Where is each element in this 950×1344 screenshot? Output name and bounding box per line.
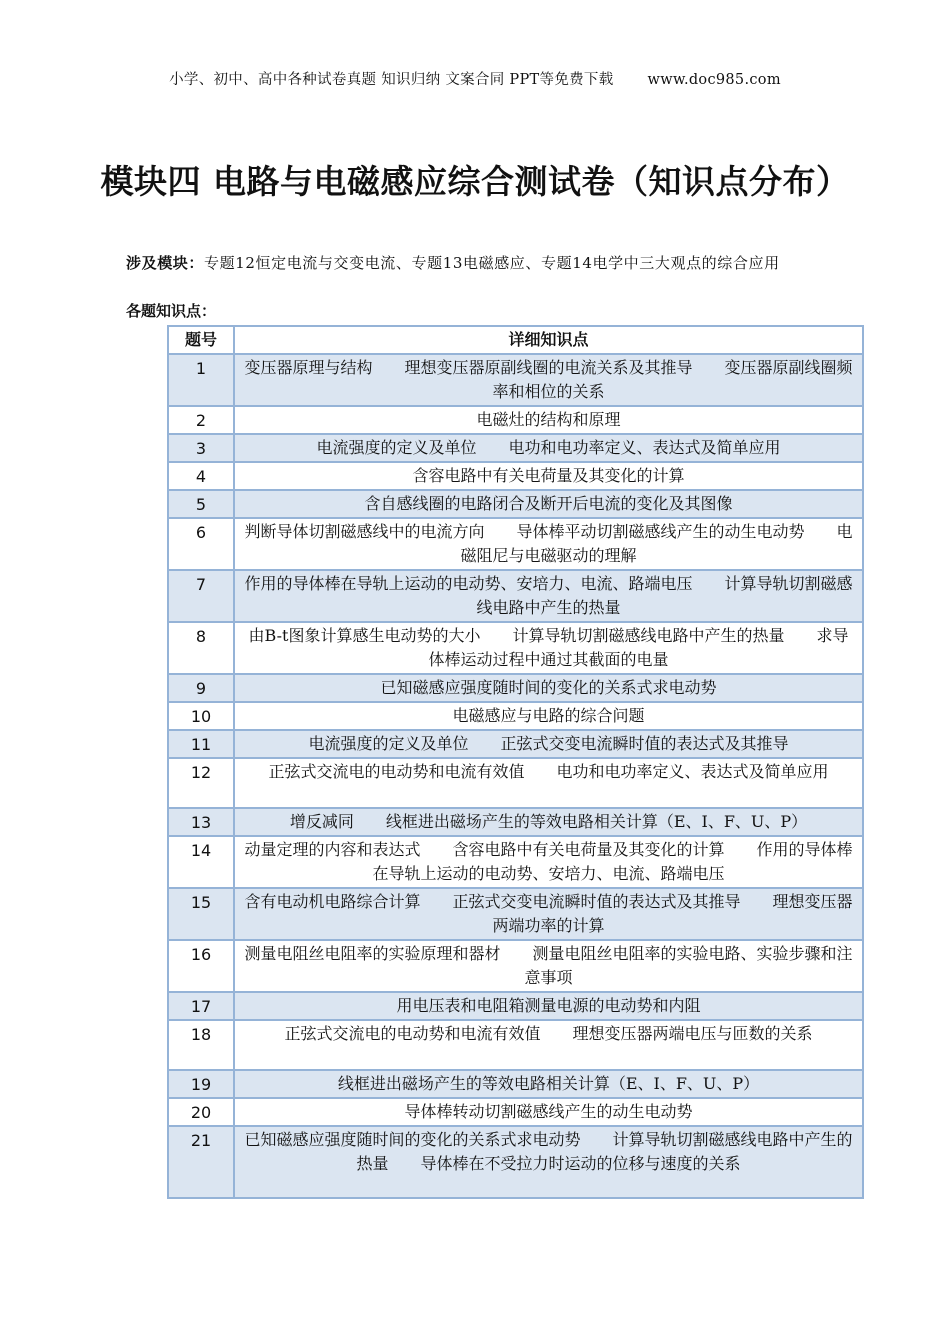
- knowledge-points: 电磁灶的结构和原理: [234, 406, 863, 434]
- knowledge-points: 判断导体切割磁感线中的电流方向 导体棒平动切割磁感线产生的动生电动势 电磁阻尼与电磁驱动的理解: [234, 518, 863, 570]
- question-number: 17: [168, 992, 234, 1020]
- knowledge-points: 导体棒转动切割磁感线产生的动生电动势: [234, 1098, 863, 1126]
- table-body: [168, 354, 863, 1198]
- question-number: 10: [168, 702, 234, 730]
- table-row: [168, 888, 863, 940]
- question-number: 5: [168, 490, 234, 518]
- table-row: [168, 702, 863, 730]
- knowledge-points: 已知磁感应强度随时间的变化的关系式求电动势 计算导轨切割磁感线电路中产生的热量 导体棒在不受拉力时运动的位移与速度的关系: [234, 1126, 863, 1198]
- knowledge-points: 由B-t图象计算感生电动势的大小 计算导轨切割磁感线电路中产生的热量 求导体棒运动过程中通过其截面的电量: [234, 622, 863, 674]
- table-row: [168, 674, 863, 702]
- question-number: 21: [168, 1126, 234, 1198]
- knowledge-points: 测量电阻丝电阻率的实验原理和器材 测量电阻丝电阻率的实验电路、实验步骤和注意事项: [234, 940, 863, 992]
- table-row: [168, 570, 863, 622]
- knowledge-points: 用电压表和电阻箱测量电源的电动势和内阻: [234, 992, 863, 1020]
- question-number: 20: [168, 1098, 234, 1126]
- table-row: [168, 490, 863, 518]
- knowledge-points: 作用的导体棒在导轨上运动的电动势、安培力、电流、路端电压 计算导轨切割磁感线电路中产生的热量: [234, 570, 863, 622]
- table-row: [168, 992, 863, 1020]
- table-row: [168, 808, 863, 836]
- question-number: 13: [168, 808, 234, 836]
- knowledge-points: 电流强度的定义及单位 电功和电功率定义、表达式及简单应用: [234, 434, 863, 462]
- table-row: [168, 1020, 863, 1070]
- knowledge-points: 电磁感应与电路的综合问题: [234, 702, 863, 730]
- page-title: 模块四 电路与电磁感应综合测试卷（知识点分布）: [100, 162, 850, 201]
- header-knowledge-points: 详细知识点: [234, 326, 863, 354]
- question-number: 7: [168, 570, 234, 622]
- header-url[interactable]: www.doc985.com: [647, 72, 781, 88]
- knowledge-table: [167, 325, 864, 1199]
- table-row: [168, 1070, 863, 1098]
- question-number: 6: [168, 518, 234, 570]
- knowledge-points: 变压器原理与结构 理想变压器原副线圈的电流关系及其推导 变压器原副线圈频率和相位的关系: [234, 354, 863, 406]
- knowledge-points: 已知磁感应强度随时间的变化的关系式求电动势: [234, 674, 863, 702]
- knowledge-points: 正弦式交流电的电动势和电流有效值 电功和电功率定义、表达式及简单应用: [234, 758, 863, 808]
- question-number: 19: [168, 1070, 234, 1098]
- knowledge-points: 含容电路中有关电荷量及其变化的计算: [234, 462, 863, 490]
- table-row: [168, 758, 863, 808]
- table-header-row: [168, 326, 863, 354]
- table-row: [168, 1098, 863, 1126]
- question-number: 16: [168, 940, 234, 992]
- question-number: 9: [168, 674, 234, 702]
- knowledge-points: 含有电动机电路综合计算 正弦式交变电流瞬时值的表达式及其推导 理想变压器两端功率的计算: [234, 888, 863, 940]
- question-number: 11: [168, 730, 234, 758]
- question-number: 3: [168, 434, 234, 462]
- question-number: 4: [168, 462, 234, 490]
- question-number: 14: [168, 836, 234, 888]
- table-row: [168, 940, 863, 992]
- knowledge-subheading: 各题知识点：: [126, 302, 217, 320]
- question-number: 15: [168, 888, 234, 940]
- knowledge-points: 线框进出磁场产生的等效电路相关计算（E、I、F、U、P）: [234, 1070, 863, 1098]
- header-left-text: 小学、初中、高中各种试卷真题 知识归纳 文案合同 PPT等免费下载: [169, 72, 614, 88]
- table-row: [168, 622, 863, 674]
- table-row: [168, 836, 863, 888]
- table-row: [168, 462, 863, 490]
- page-header: [0, 68, 950, 89]
- modules-paragraph: [88, 250, 868, 276]
- table-row: [168, 1126, 863, 1198]
- question-number: 12: [168, 758, 234, 808]
- question-number: 1: [168, 354, 234, 406]
- modules-label: 涉及模块：: [126, 254, 205, 272]
- table-row: [168, 730, 863, 758]
- knowledge-points: 动量定理的内容和表达式 含容电路中有关电荷量及其变化的计算 作用的导体棒在导轨上运动的电动势、安培力、电流、路端电压: [234, 836, 863, 888]
- question-number: 8: [168, 622, 234, 674]
- knowledge-points: 电流强度的定义及单位 正弦式交变电流瞬时值的表达式及其推导: [234, 730, 863, 758]
- knowledge-points: 增反减同 线框进出磁场产生的等效电路相关计算（E、I、F、U、P）: [234, 808, 863, 836]
- knowledge-points: 正弦式交流电的电动势和电流有效值 理想变压器两端电压与匝数的关系: [234, 1020, 863, 1070]
- table-row: [168, 354, 863, 406]
- knowledge-points: 含自感线圈的电路闭合及断开后电流的变化及其图像: [234, 490, 863, 518]
- table-row: [168, 518, 863, 570]
- table-row: [168, 434, 863, 462]
- header-question-number: 题号: [168, 326, 234, 354]
- question-number: 2: [168, 406, 234, 434]
- question-number: 18: [168, 1020, 234, 1070]
- modules-text: 专题12恒定电流与交变电流、专题13电磁感应、专题14电学中三大观点的综合应用: [204, 254, 780, 272]
- table-row: [168, 406, 863, 434]
